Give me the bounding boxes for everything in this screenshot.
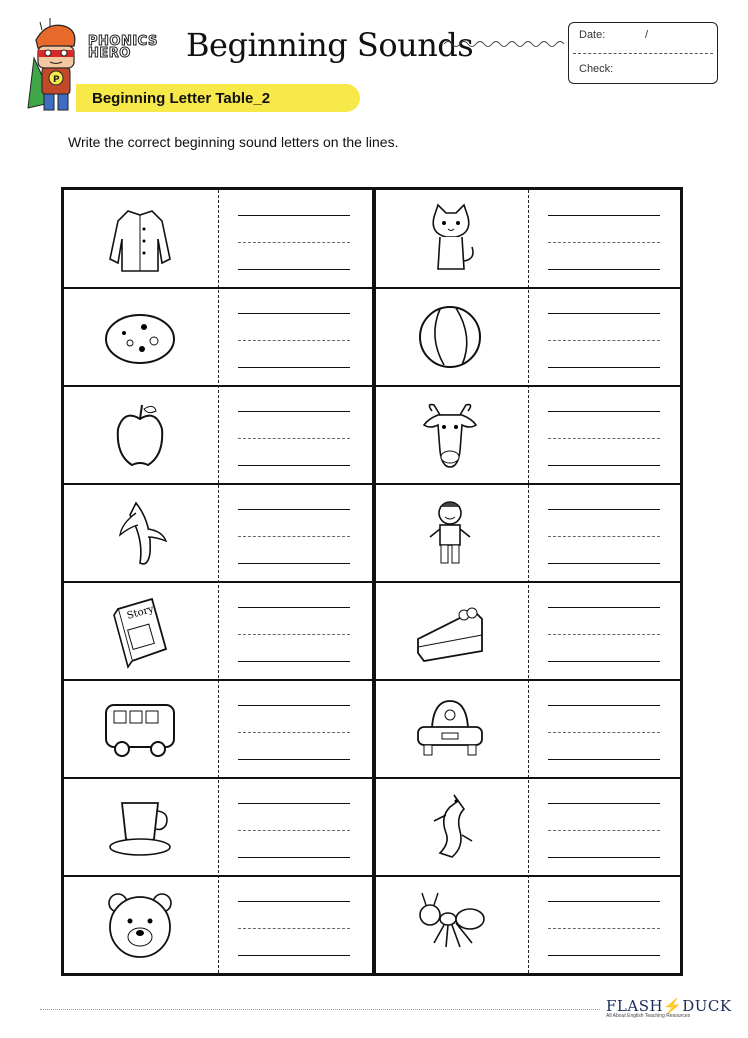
writing-line-middle — [548, 634, 660, 635]
book-icon — [100, 591, 180, 671]
writing-line-middle — [548, 928, 660, 929]
writing-line-top[interactable] — [238, 215, 350, 216]
writing-line-middle — [238, 634, 350, 635]
writing-line-middle — [548, 242, 660, 243]
writing-line-baseline[interactable] — [548, 465, 660, 466]
writing-line-baseline[interactable] — [548, 857, 660, 858]
cup-icon — [100, 787, 180, 867]
date-slash: / — [645, 29, 649, 41]
writing-line-baseline[interactable] — [238, 367, 350, 368]
writing-line-baseline[interactable] — [548, 269, 660, 270]
writing-line-top[interactable] — [548, 509, 660, 510]
row-divider — [64, 679, 680, 681]
writing-line-top[interactable] — [548, 411, 660, 412]
ball-icon — [410, 297, 490, 377]
writing-line-top[interactable] — [238, 509, 350, 510]
writing-line-top[interactable] — [548, 313, 660, 314]
writing-line-baseline[interactable] — [238, 759, 350, 760]
brand-wordmark: PHONICS HERO — [88, 34, 158, 61]
writing-line-baseline[interactable] — [238, 269, 350, 270]
writing-line-middle — [238, 242, 350, 243]
row-divider — [64, 581, 680, 583]
writing-line-baseline[interactable] — [548, 563, 660, 564]
worksheet-table — [61, 187, 683, 976]
subtitle-banner — [76, 84, 360, 112]
boy-icon — [410, 493, 490, 573]
writing-line-top[interactable] — [548, 215, 660, 216]
date-label: Date: — [579, 29, 606, 41]
row-divider — [64, 483, 680, 485]
writing-line-top[interactable] — [238, 803, 350, 804]
banana-icon — [100, 493, 180, 573]
cow-icon — [410, 395, 490, 475]
writing-line-middle — [548, 340, 660, 341]
cat-icon — [410, 199, 490, 279]
coat-icon — [100, 199, 180, 279]
writing-line-middle — [238, 830, 350, 831]
writing-line-top[interactable] — [548, 803, 660, 804]
ant-icon — [410, 885, 490, 965]
check-label: Check: — [579, 63, 614, 75]
row-divider — [64, 385, 680, 387]
cookie-icon — [100, 297, 180, 377]
subtitle-text: Beginning Letter Table_2 — [92, 90, 271, 107]
writing-line-middle — [238, 340, 350, 341]
instruction-text: Write the correct beginning sound letters on the lines. — [68, 134, 399, 150]
writing-line-middle — [238, 928, 350, 929]
writing-line-middle — [238, 438, 350, 439]
cake-icon — [410, 591, 490, 671]
car-icon — [410, 689, 490, 769]
writing-line-baseline[interactable] — [548, 367, 660, 368]
writing-line-middle — [548, 732, 660, 733]
writing-line-baseline[interactable] — [238, 563, 350, 564]
writing-line-top[interactable] — [548, 705, 660, 706]
apple-icon — [100, 395, 180, 475]
writing-line-middle — [548, 536, 660, 537]
date-check-box — [568, 22, 718, 84]
svg-text:P: P — [53, 75, 60, 85]
writing-line-top[interactable] — [238, 607, 350, 608]
row-divider — [64, 777, 680, 779]
writing-line-baseline[interactable] — [548, 759, 660, 760]
flashduck-logo: FLASH⚡DUCK All About English Teaching Resources — [606, 997, 732, 1019]
row-divider — [64, 287, 680, 289]
writing-line-top[interactable] — [548, 901, 660, 902]
writing-line-middle — [238, 732, 350, 733]
writing-line-baseline[interactable] — [238, 857, 350, 858]
bus-icon — [100, 689, 180, 769]
row-divider — [64, 875, 680, 877]
writing-line-top[interactable] — [238, 705, 350, 706]
bear-icon — [100, 885, 180, 965]
writing-line-middle — [548, 438, 660, 439]
writing-line-middle — [238, 536, 350, 537]
writing-line-baseline[interactable] — [548, 661, 660, 662]
page-title: Beginning Sounds — [186, 26, 474, 64]
writing-line-top[interactable] — [238, 901, 350, 902]
writing-line-top[interactable] — [548, 607, 660, 608]
writing-line-baseline[interactable] — [238, 661, 350, 662]
alligator-icon — [410, 787, 490, 867]
writing-line-baseline[interactable] — [548, 955, 660, 956]
writing-line-middle — [548, 830, 660, 831]
writing-line-baseline[interactable] — [238, 465, 350, 466]
writing-line-top[interactable] — [238, 411, 350, 412]
writing-line-baseline[interactable] — [238, 955, 350, 956]
svg-text:Story: Story — [125, 603, 156, 622]
wavy-line-icon — [444, 38, 568, 50]
footer-rule — [40, 1009, 600, 1010]
writing-line-top[interactable] — [238, 313, 350, 314]
